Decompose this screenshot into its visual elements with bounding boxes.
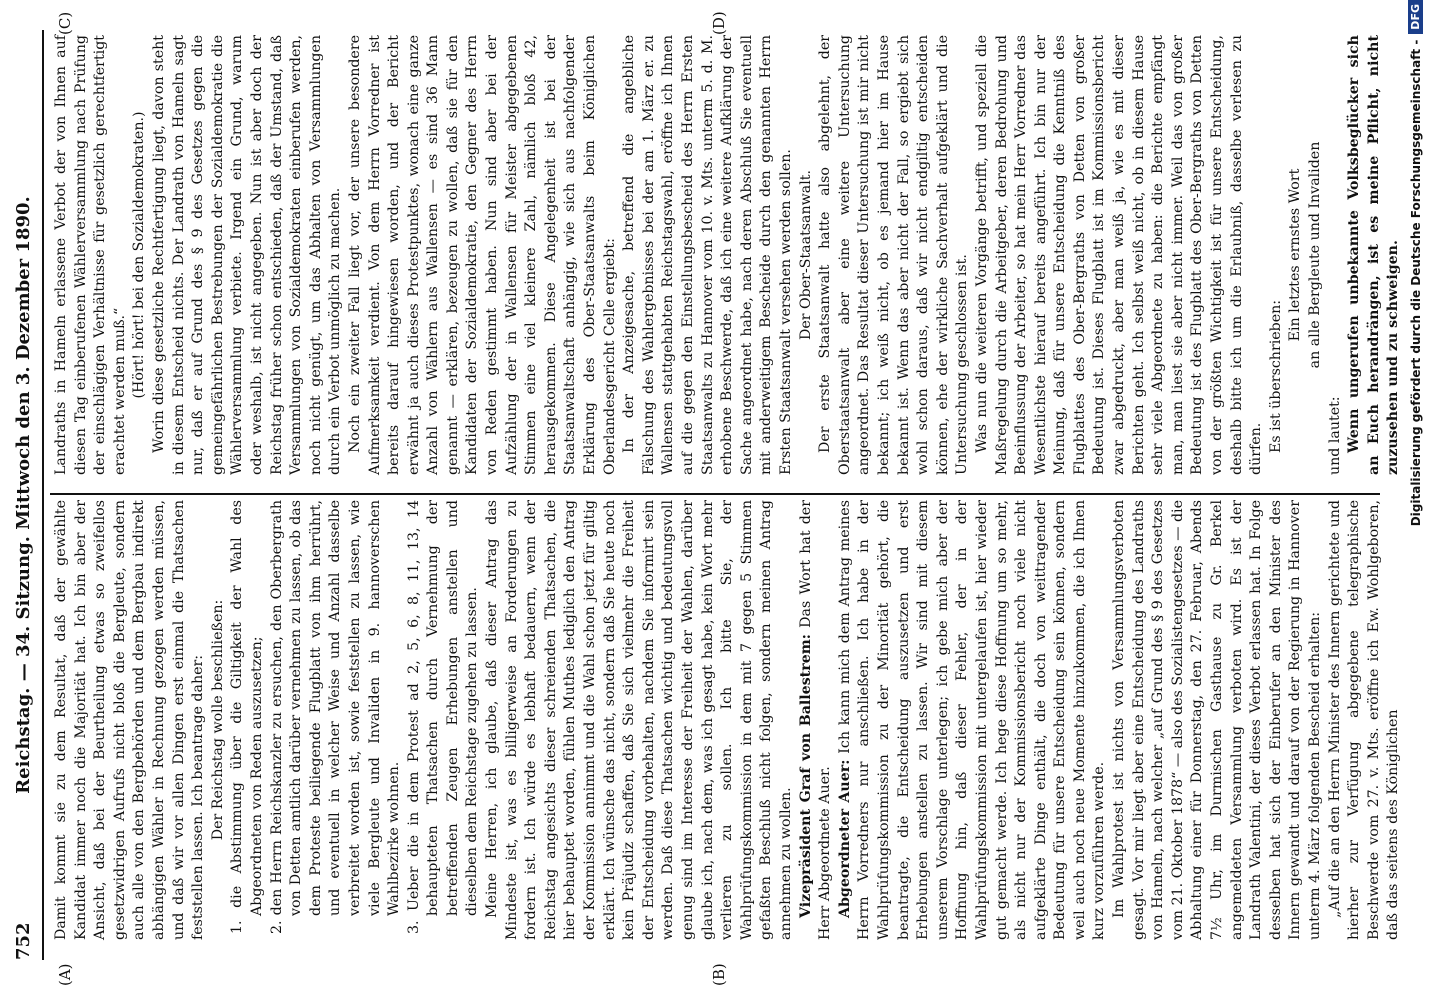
paragraph: Worin diese gesetzliche Rechtfertigung liegt, davon steht in diesem Entscheid nichts. Der Landrath von Hameln sagt nur, daß er auf Grund des § 9 des Gesetzes gegen die gemeingefährlichen Bestrebungen der Sozialdemokratie die Wählerversammlung verbiete. Irgend ein Grund, warum oder weshalb, ist nicht angegeben. Nun ist aber doch der Reichstag früher schon entschieden, daß der Umstand, daß Versammlungen von Sozialdemokraten einberufen werden, noch nicht genügt, um das Abhalten von Versammlungen durch ein Verbot unmöglich zu machen. xyxy=(150,35,344,475)
page-number: 752 xyxy=(12,922,34,960)
interjection: (Hört! hört! bei den Sozialdemokraten.) xyxy=(131,111,148,399)
page-title: Reichstag. — 34. Sitzung. Mittwoch den 3. Dezember 1890. xyxy=(12,196,34,794)
header-rule xyxy=(42,30,44,960)
digitization-credit xyxy=(1403,0,1428,1000)
margin-marker-b: (B) xyxy=(710,963,728,986)
dfg-logo: DFG xyxy=(1408,0,1423,34)
motion-heading: Der Reichstag wolle beschließen: xyxy=(209,599,226,841)
quotation: „Auf die an den Herrn Minister des Innern gerichtete und hierher zur Verfügung abgegebene telegraphische Beschwerde vom 27. v. Mts. eröffne ich Ew. Wohlgeboren, daß das seitens des Königlichen xyxy=(1326,500,1402,940)
paragraph: Was nun die weiteren Vorgänge betrifft, und speziell die Maßregelung durch die Arbeitgeber, deren Bedrohung und Beeinflussung der Arbeiter, so hat mein Herr Vorredner das Wesentlichste hierauf bereits angeführt. Ich bin nur der Meinung, daß für unsere Entscheidung die Kenntniß des Flugblattes des Ober-Bergraths von Detten von großer Bedeutung ist. Dieses Flugblatt ist im Kommissionsbericht zwar abgedruckt, aber man weiß ja, wie es mit dieser Berichten geht. Ich selbst weiß nicht, ob in diesem Hause sehr viele Abgeordnete zu haben: die Berichte empfängt man, man liest sie aber nicht immer. Weil das von großer Bedeutung ist des Flugblatt des Ober-Bergraths von Detten von der größten Wichtigkeit ist für unsere Entscheidung, deshalb bitte ich um die Erlaubniß, dasselbe verlesen zu dürfen. xyxy=(973,35,1265,475)
paragraph: Meine Herren, ich glaube, daß dieser Antrag das Mindeste ist, was es billigerweise an Forderungen zu fordern ist. Ich würde es lebhaft bedauern, wenn der Reichstag angesichts dieser schreienden Thatsachen, die hier behauptet worden, fühlen Muthes lediglich den Antrag der Kommission annimmt und die Wahl schon jetzt für giltig erklärt. Ich wünsche das nicht, sondern daß Sie heute noch kein Präjudiz schaffen, daß Sie sich vielmehr die Freiheit der Entscheidung vorbehalten, nachdem Sie informirt sein werden. Daß diese Thatsachen wichtig und bedeutungsvoll genug sind im Interesse der Freiheit der Wahlen, darüber glaube ich, nach dem, was ich gesagt habe, kein Wort mehr verlieren zu sollen. Ich bitte Sie, der Wahlprüfungskommission in dem mit 7 gegen 5 Stimmen gefaßten Beschluß nicht folgen, sondern meinen Antrag annehmen zu wollen. xyxy=(484,500,794,940)
page-header xyxy=(8,30,38,960)
left-column xyxy=(52,500,1404,940)
leaflet-subtitle: an alle Bergleute und Invaliden xyxy=(1307,141,1323,369)
right-column xyxy=(52,35,1404,475)
motion-item-2: 2. den Herrn Reichskanzler zu ersuchen, den Oberbergrath von Detten amtlich darüber vernehmen zu lassen, ob das dem Proteste beiliegende Flugblatt von ihm herrührt, und eventuell in welcher Weise und Anzahl dasselbe verbreitet worden ist, sowie feststellen zu lassen, wie viele Bergleute und Invaliden in 9. hannoverschen Wahlbezirke wohnen. xyxy=(268,500,403,934)
speech-text: Das Wort hat der Herr Abgeordnete Auer. xyxy=(797,500,834,940)
speaker-name: Vizepräsident Graf von Ballestrem: xyxy=(797,634,814,918)
motion-item-3: 3. Ueber die in dem Protest ad 2, 5, 6, 8, 11, 13, 14 behaupteten Thatsachen durch Vernehmung der betreffenden Zeugen Erhebungen anstellen und dieselben dem Reichstage zugehen zu lassen. xyxy=(405,500,481,934)
speaker-name: Abgeordneter Auer: xyxy=(836,759,853,918)
paragraph: Noch ein zweiter Fall liegt vor, der unsere besondere Aufmerksamkeit verdient. Von dem Herrn Vorredner ist bereits darauf hingewiesen worden, und der Bericht erwähnt ja auch dieses Protestpunktes, wonach eine ganze Anzahl von Wählern aus Wallensen — es sind 36 Mann genannt — erklären, bezeugen zu wollen, daß sie für den Kandidaten der Sozialdemokratie, den Gegner des Herrn von Reden gestimmt haben. Nun sind aber bei der Aufzählung der in Wallensen für Meister abgegebenen Stimmen eine viel kleinere Zahl, nämlich bloß 42, herausgekommen. Diese Angelegenheit ist bei der Staatsanwaltschaft anhängig, wie sich aus nachfolgender Erklärung des Ober-Staatsanwalts beim Königlichen Oberlandesgericht Celle ergiebt: xyxy=(346,35,618,475)
paragraph: und lautet: xyxy=(1326,396,1343,475)
signature: Der Ober-Staatsanwalt. xyxy=(797,170,814,341)
paragraph: Im Wahlprotest ist nichts von Versammlungsverboten gesagt. Vor mir liegt aber eine Entscheidung des Landraths von Hameln, nach welcher „auf Grund des § 9 des Gesetzes vom 21. Oktober 1878“ — also des Sozialistengesetzes — die Abhaltung einer für Donnerstag, den 27. Februar, Abends 7½ Uhr, im Durmischen Gasthause zu Gr. Berkel angemeldeten Versammlung verboten wird. Es ist der Landrath Valentini, der dieses Verbot erlassen hat. In Folge desselben hat sich der Einberufer an den Minister des Innern gewandt und darauf von der Regierung in Hannover unterm 4. März folgenden Bescheid erhalten: xyxy=(1111,500,1323,940)
margin-marker-d: (D) xyxy=(710,11,728,35)
leaflet-text: Wenn ungerufen unbekannte Volksbeglücker sich an Euch herandrängen, ist es meine Pflicht, nicht zuzusehen und zu schweigen. xyxy=(1346,35,1402,475)
margin-marker-a: (A) xyxy=(56,963,74,986)
quotation: Landraths in Hameln erlassene Verbot der von Ihnen auf diesen Tag einberufenen Wählerversammlung nach Prüfung der einschlägigen Verhältnisse für gesetzlich gerechtfertigt erachtet werden muß.“ xyxy=(53,35,128,475)
column-divider xyxy=(50,493,1380,495)
quotation: In der Anzeigesache, betreffend die angebliche Fälschung des Wahlergebnisses bei der am 1. März er. zu Wallensen stattgehabten Reichstagswahl, eröffne ich Ihnen auf die gegen den Einstellungsbescheid des Herrn Ersten Staatsanwalts zu Hannover vom 10. v. Mts. unterm 5. d. M. erhobene Beschwerde, daß ich eine weitere Aufklärung der Sache angeordnet habe, nach deren Abschluß Sie eventuell mit anderweitigem Bescheide durch den genannten Herrn Ersten Staatsanwalt versehen werden sollen. xyxy=(621,35,794,475)
credit-text: Digitalisierung gefördert durch die Deutsche Forschungsgemeinschaft - xyxy=(1408,39,1423,527)
paragraph: Der erste Staatsanwalt hatte also abgelehnt, der Oberstaatsanwalt aber eine weitere Untersuchung angeordnet. Das Resultat dieser Untersuchung ist mir nicht bekannt; ich weiß nicht, ob es jemand hier im Hause bekannt ist. Wenn das aber nicht der Fall, so ergiebt sich wohl schon daraus, daß wir nicht endgiltig entscheiden können, ehe der wirkliche Sachverhalt aufgeklärt und die Untersuchung geschlossen ist. xyxy=(817,35,971,475)
motion-item-1: 1. die Abstimmung über die Giltigkeit der Wahl des Abgeordneten von Reden auszusetzen; xyxy=(229,500,265,934)
leaflet-title: Ein letztes ernstes Wort xyxy=(1287,168,1304,342)
speech-text: Ich kann mich dem Antrag meines Herrn Vorredners nur anschließen. Ich habe in der Wahlprüfungskommission zu der Minorität gehört, die beantragte, die Entscheidung auszusetzen und erst Erhebungen anstellen zu lassen. Wir sind mit diesem unserem Vorschlage unterlegen; ich gebe mich aber der Hoffnung hin, daß dieser Fehler, der in der Wahlprüfungskommission mit untergelaufen ist, hier wieder gut gemacht werde. Ich hege diese Hoffnung um so mehr, als nicht nur der Kommissionsbericht noch viele nicht aufgeklärte Dinge enthält, die doch von weittragender Bedeutung für unsere Entscheidung sein können, sondern weil auch noch neue Momente hinzukommen, die ich Ihnen kurz vorzuführen werde. xyxy=(836,500,1108,940)
paragraph: Damit kommt sie zu dem Resultat, daß der gewählte Kandidat immer noch die Majorität hat. Ich bin aber der Ansicht, daß bei der Beurtheilung etwas so zweifellos gesetzwidrigen Aufrufs nicht bloß die Bergleute, sondern auch alle von den Bergbehörden und dem Bergbau indirekt abhängigen Wähler in Rechnung gezogen werden müssen, und daß wir vor allen Dingen erst einmal die Thatsachen feststellen lassen. Ich beantrage daher: xyxy=(53,500,207,940)
margin-marker-c: (C) xyxy=(56,11,74,35)
paragraph xyxy=(797,500,836,940)
paragraph xyxy=(836,500,1110,940)
paragraph: Es ist überschrieben: xyxy=(1267,299,1284,453)
